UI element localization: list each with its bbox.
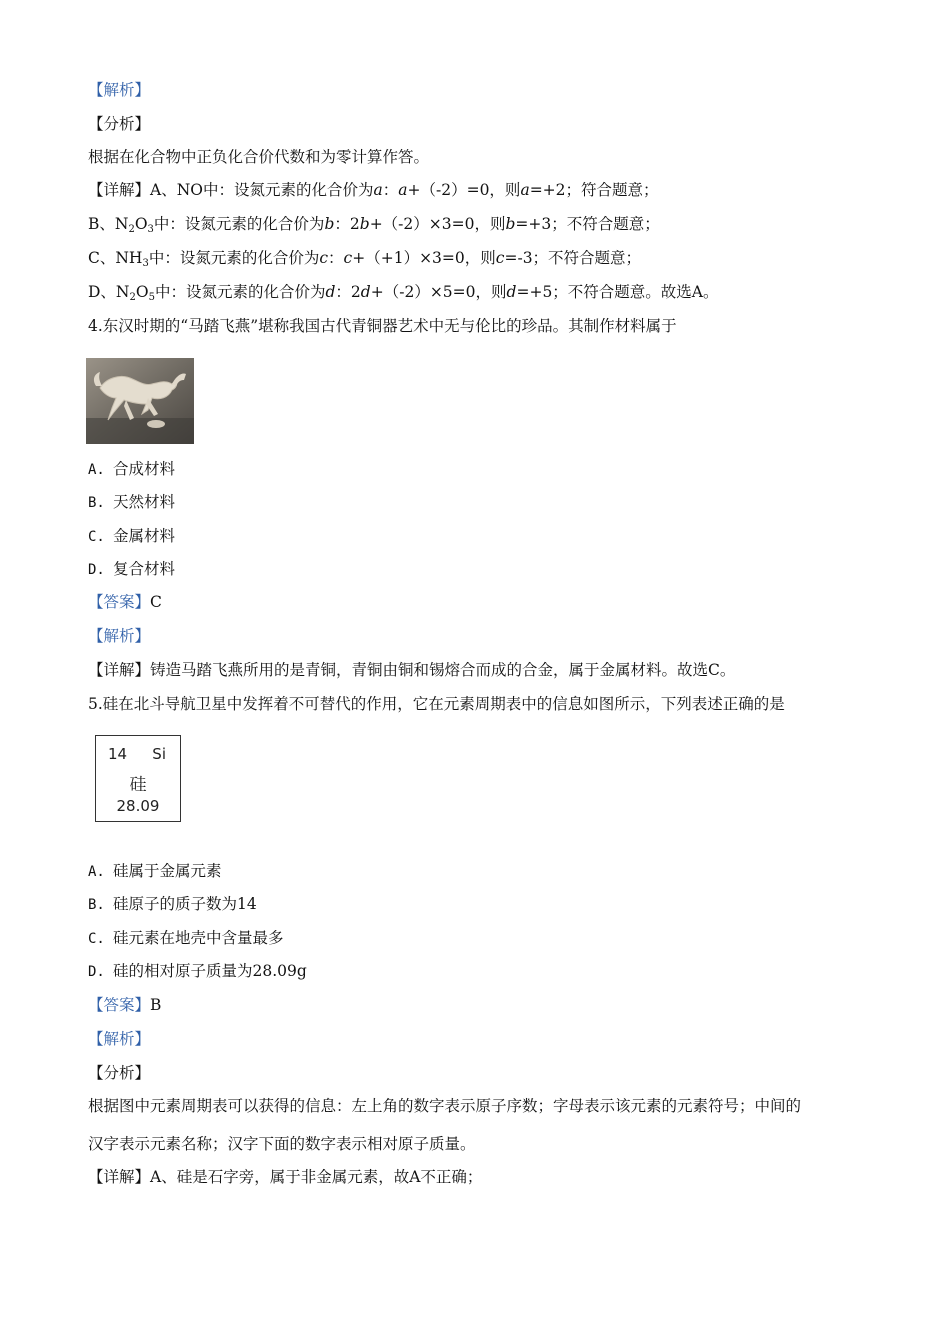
q5-fenxi-header: 【分析】 xyxy=(88,1064,151,1082)
q4-detail: 【详解】铸造马踏飞燕所用的是青铜，青铜由铜和锡熔合而成的合金，属于金属材料。故选C。 xyxy=(88,661,736,679)
q4-option-b: B. 天然材料 xyxy=(88,493,176,511)
fenxi-header: 【分析】 xyxy=(88,115,151,133)
bronze-horse-image xyxy=(86,358,194,444)
q5-detail: 【详解】A、硅是石字旁，属于非金属元素，故A不正确； xyxy=(88,1168,483,1186)
q5-option-b: B. 硅原子的质子数为14 xyxy=(88,895,257,913)
fenxi-text: 根据在化合物中正负化合价代数和为零计算作答。 xyxy=(88,148,430,166)
q4-stem: 4.东汉时期的“马踏飞燕”堪称我国古代青铜器艺术中无与伦比的珍品。其制作材料属于 xyxy=(88,317,677,335)
q4-option-a: A. 合成材料 xyxy=(88,460,176,478)
element-symbol: Si xyxy=(152,745,166,763)
element-name: 硅 xyxy=(129,775,147,795)
q4-option-d: D. 复合材料 xyxy=(88,560,176,578)
q3-detail-d: D、$N_2O_5$中：设氮元素的化合价为d：2d+（-2）×5=0，则d=+5；不符合题意。故选A。 xyxy=(88,283,719,303)
q3-detail-b: B、$N_2O_3$中：设氮元素的化合价为b：2b+（-2）×3=0，则b=+3；不符合题意； xyxy=(88,215,660,235)
jiexi-header: 【解析】 xyxy=(88,81,151,99)
atomic-number: 14 xyxy=(108,745,128,763)
q4-answer: 【答案】C xyxy=(88,593,162,611)
q5-stem: 5.硅在北斗导航卫星中发挥着不可替代的作用，它在元素周期表中的信息如图所示，下列表述正确的是 xyxy=(88,695,785,713)
q5-jiexi-header: 【解析】 xyxy=(88,1030,151,1048)
q5-option-a: A. 硅属于金属元素 xyxy=(88,862,222,880)
q5-fenxi-line-2: 汉字表示元素名称；汉字下面的数字表示相对原子质量。 xyxy=(88,1135,476,1153)
q3-detail-c: C、$NH_3$中：设氮元素的化合价为c：c+（+1）×3=0，则c=-3；不符合题意； xyxy=(88,249,642,269)
q3-detail-a: 【详解】A、NO中：设氮元素的化合价为a：a+（-2）=0，则a=+2；符合题意； xyxy=(88,181,659,199)
q4-jiexi-header: 【解析】 xyxy=(88,627,151,645)
q4-option-c: C. 金属材料 xyxy=(88,527,176,545)
q5-option-d: D. 硅的相对原子质量为28.09g xyxy=(88,962,307,980)
q5-option-c: C. 硅元素在地壳中含量最多 xyxy=(88,929,284,947)
periodic-element-card xyxy=(95,735,181,822)
q5-fenxi-line-1: 根据图中元素周期表可以获得的信息：左上角的数字表示原子序数；字母表示该元素的元素符号；中间的 xyxy=(88,1097,802,1115)
q5-answer: 【答案】B xyxy=(88,996,162,1014)
atomic-mass: 28.09 xyxy=(116,797,160,815)
